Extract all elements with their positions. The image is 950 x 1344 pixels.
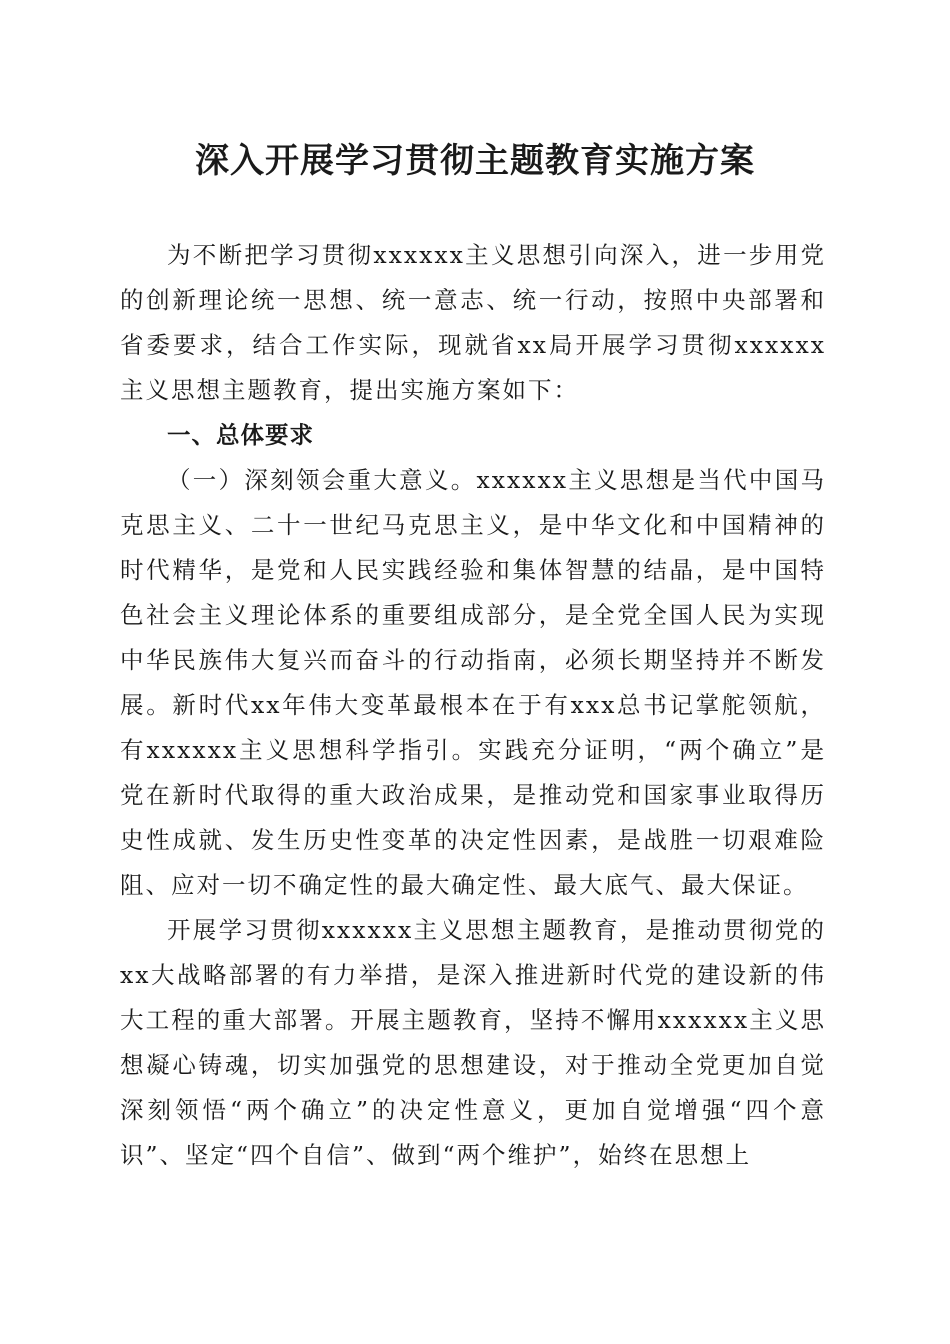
section-heading-overall-requirements: 一、总体要求 [167,421,314,449]
intro-paragraph: 为不断把学习贯彻xxxxxx主义思想引向深入，进一步用党的创新理论统一思想、统一意志、统一行动，按照中央部署和省委要求，结合工作实际，现就省xx局开展学习贯彻xxxxxx主义思想主题教育，提出实施方案如下： [120,241,826,404]
document-body [120,233,826,1178]
subsection-paragraph-significance [120,458,826,908]
document-title: 深入开展学习贯彻主题教育实施方案 [195,141,755,181]
subsection-text-significance: xxxxxx主义思想是当代中国马克思主义、二十一世纪马克思主义，是中华文化和中国精神的时代精华，是党和人民实践经验和集体智慧的结晶，是中国特色社会主义理论体系的重要组成部分，是全党全国人民为实现中华民族伟大复兴而奋斗的行动指南，必须长期坚持并不断发展。新时代xx年伟大变革最根本在于有xxx总书记掌舵领航，有xxxxxx主义思想科学指引。实践充分证明，“两个确立”是党在新时代取得的重大政治成果，是推动党和国家事业取得历史性成就、发生历史性变革的决定性因素，是战胜一切艰难险阻、应对一切不确定性的最大确定性、最大底气、最大保证。 [120,466,826,899]
paragraph-theme-education: 开展学习贯彻xxxxxx主义思想主题教育，是推动贯彻党的xx大战略部署的有力举措，是深入推进新时代党的建设新的伟大工程的重大部署。开展主题教育，坚持不懈用xxxxxx主义思想凝心铸魂，切实加强党的思想建设，对于推动全党更加自觉深刻领悟“两个确立”的决定性意义，更加自觉增强“四个意识”、坚定“四个自信”、做到“两个维护”，始终在思想上 [120,916,826,1169]
subsection-heading-significance: （一）深刻领会重大意义。 [167,466,477,494]
